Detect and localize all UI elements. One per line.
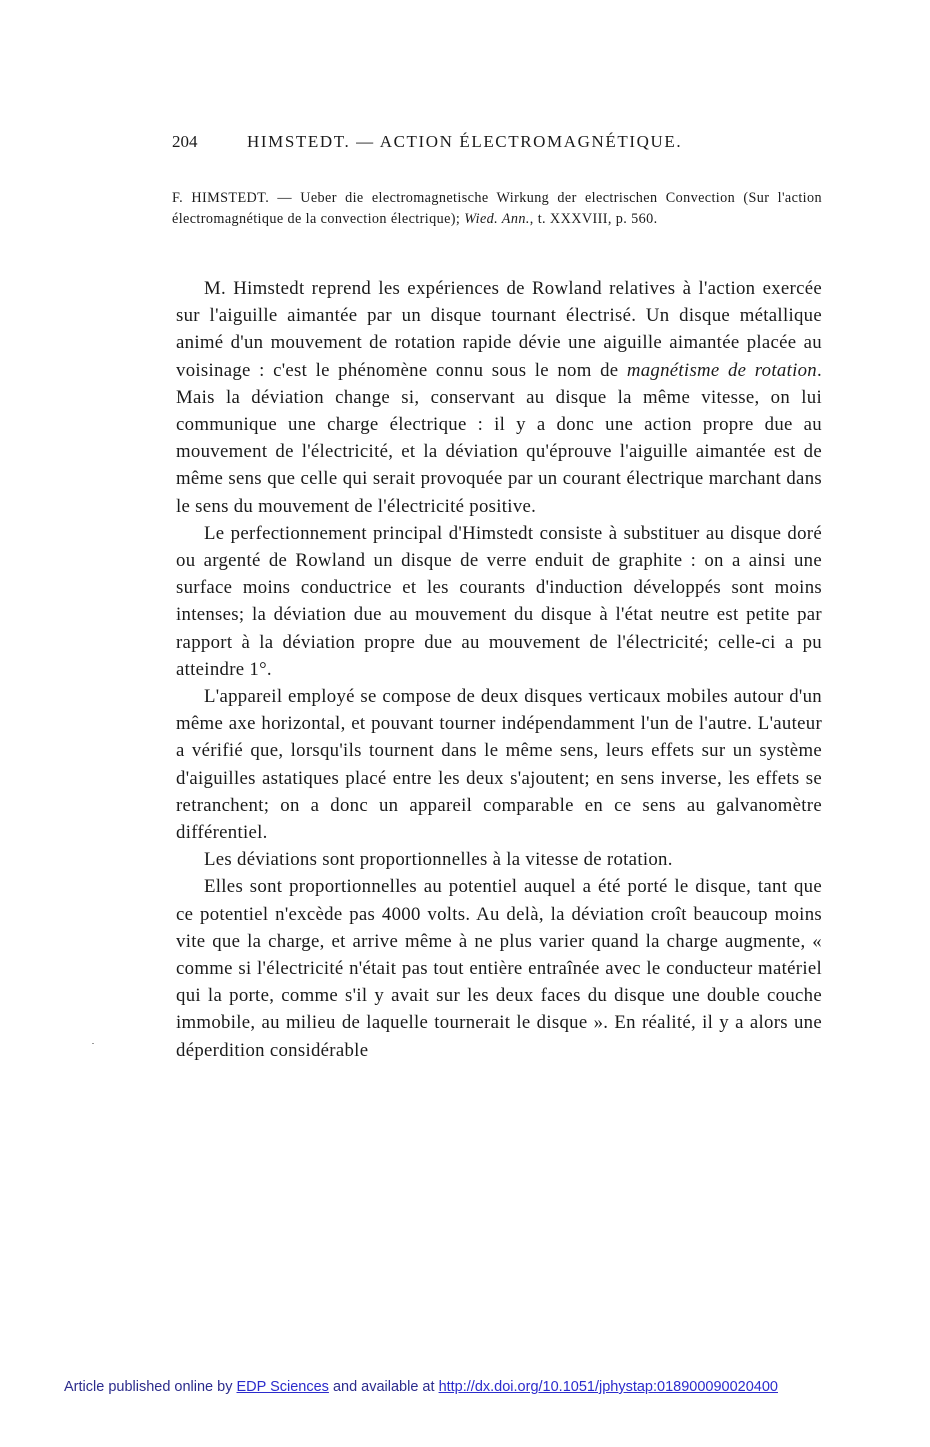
publisher-link[interactable]: EDP Sciences xyxy=(236,1379,329,1395)
reference-text: F. HIMSTEDT. — Ueber die electromagnetische Wirkung der electrischen Convection (Sur l'action électromagnétique de la convection électrique); xyxy=(172,190,822,227)
running-title: HIMSTEDT. — ACTION ÉLECTROMAGNÉTIQUE. xyxy=(247,132,683,151)
paragraph-1-text: M. Himstedt reprend les expériences de Rowland relatives à l'action exercée sur l'aiguille aimantée par un disque tournant électrisé. Un disque métallique animé d'un mouvement de rotation rapide dévie une aiguille aimantée placée au voisinage : c'est le phénomène connu sous le nom de xyxy=(176,278,822,381)
bibliographic-reference xyxy=(172,188,822,230)
paragraph-1-emphasis: magnétisme de rotation xyxy=(626,359,817,381)
paragraph-2: Le perfectionnement principal d'Himstedt consiste à substituer au disque doré ou argenté de Rowland un disque de verre enduit de graphite : on a ainsi une surface moins conductrice et les courants d'induction développés sont moins intenses; la déviation due au mouvement du disque à l'état neutre est petite par rapport à la déviation propre due au mouvement de l'électricité; celle-ci a pu atteindre 1°. xyxy=(176,522,822,680)
doi-link[interactable]: http://dx.doi.org/10.1051/jphystap:018900090020400 xyxy=(438,1379,778,1395)
footer-lead-text: Article published online by xyxy=(64,1379,237,1395)
paragraph-5: Elles sont proportionnelles au potentiel auquel a été porté le disque, tant que ce potentiel n'excède pas 4000 volts. Au delà, la déviation croît beaucoup moins vite que la charge, et arrive même à ne plus varier quand la charge augmente, « comme si l'électricité n'était pas tout entière entraînée avec le conducteur matériel qui la porte, comme s'il y avait sur les deux faces du disque une double couche immobile, au milieu de laquelle tournerait le disque ». En réalité, il y a alors une déperdition considérable xyxy=(176,876,822,1061)
page-number: 204 xyxy=(172,132,198,151)
paragraph-3: L'appareil employé se compose de deux disques verticaux mobiles autour d'un même axe horizontal, et pouvant tourner indépendamment l'un de l'autre. L'auteur a vérifié que, lorsqu'ils tournent dans le même sens, leurs effets sur un système d'aiguilles astatiques placé entre les deux s'ajoutent; en sens inverse, les effets se retranchent; on a donc un appareil comparable en ce sens au galvanomètre différentiel. xyxy=(176,686,822,844)
paragraph-4: Les déviations sont proportionnelles à la vitesse de rotation. xyxy=(204,849,673,871)
footer-middle-text: and available at xyxy=(328,1379,439,1395)
paragraph-1-text-end: . Mais la déviation change si, conservant au disque la même vitesse, on lui communique une charge électrique : il y a donc une action propre due au mouvement de l'électricité, et la déviation qu'éprouve l'aiguille aimantée est de même sens que celle qui serait provoquée par un courant électrique marchant dans le sens du mouvement de l'électricité positive. xyxy=(176,359,822,517)
page-header xyxy=(172,132,822,152)
publication-footer xyxy=(64,1379,778,1395)
scan-speck xyxy=(92,1043,94,1044)
article-body xyxy=(176,275,822,1064)
reference-volume: , t. XXXVIII, p. 560. xyxy=(529,211,658,227)
paragraph-1 xyxy=(176,275,822,520)
reference-journal: Wied. Ann. xyxy=(464,211,530,227)
